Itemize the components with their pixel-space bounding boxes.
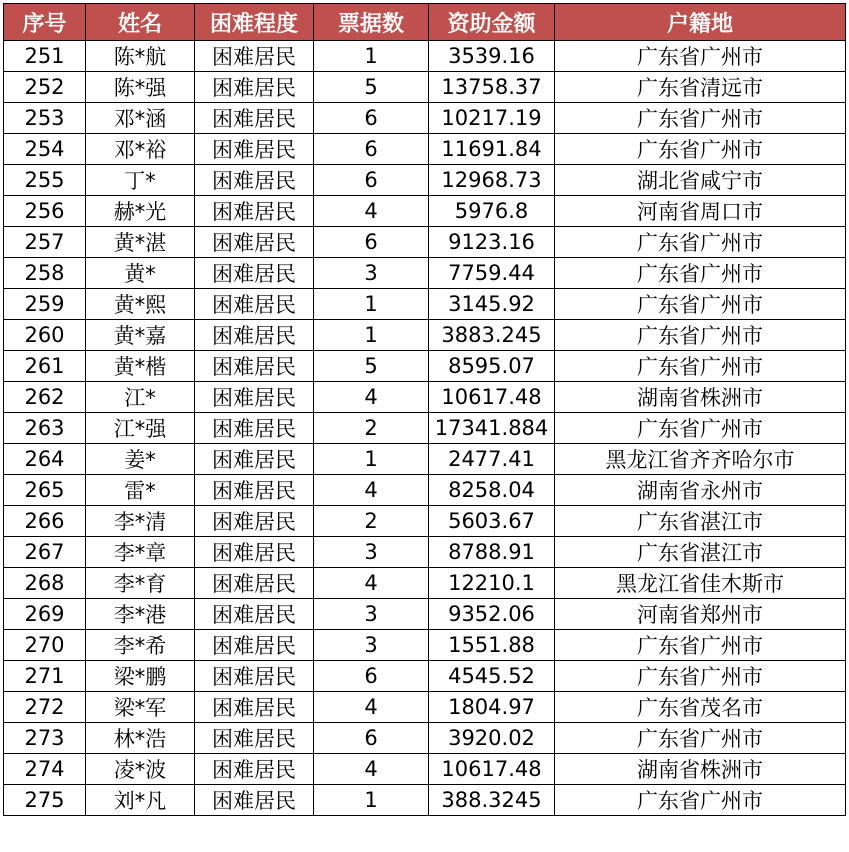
table-row (4, 165, 846, 196)
cell-subsidy-amount: 10617.48 (429, 382, 555, 413)
cell-serial-number: 257 (4, 227, 86, 258)
cell-name: 黄*熙 (86, 289, 195, 320)
cell-hardship-level: 困难居民 (195, 382, 314, 413)
cell-serial-number: 270 (4, 630, 86, 661)
cell-household-registration: 广东省湛江市 (555, 506, 846, 537)
cell-household-registration: 黑龙江省齐齐哈尔市 (555, 444, 846, 475)
cell-serial-number: 259 (4, 289, 86, 320)
cell-name: 李*港 (86, 599, 195, 630)
table-row (4, 103, 846, 134)
cell-hardship-level: 困难居民 (195, 568, 314, 599)
cell-subsidy-amount: 9352.06 (429, 599, 555, 630)
subsidy-table (3, 3, 846, 816)
cell-serial-number: 260 (4, 320, 86, 351)
cell-household-registration: 广东省广州市 (555, 289, 846, 320)
cell-serial-number: 272 (4, 692, 86, 723)
cell-serial-number: 251 (4, 41, 86, 72)
cell-serial-number: 255 (4, 165, 86, 196)
table-row (4, 599, 846, 630)
cell-hardship-level: 困难居民 (195, 444, 314, 475)
cell-household-registration: 广东省广州市 (555, 258, 846, 289)
cell-subsidy-amount: 11691.84 (429, 134, 555, 165)
cell-name: 林*浩 (86, 723, 195, 754)
cell-receipt-count: 1 (314, 289, 429, 320)
cell-hardship-level: 困难居民 (195, 320, 314, 351)
table-row (4, 134, 846, 165)
cell-household-registration: 湖北省咸宁市 (555, 165, 846, 196)
cell-household-registration: 广东省广州市 (555, 785, 846, 816)
table-row (4, 723, 846, 754)
cell-subsidy-amount: 1551.88 (429, 630, 555, 661)
cell-subsidy-amount: 3145.92 (429, 289, 555, 320)
cell-household-registration: 广东省广州市 (555, 320, 846, 351)
cell-serial-number: 261 (4, 351, 86, 382)
cell-receipt-count: 4 (314, 692, 429, 723)
cell-receipt-count: 4 (314, 382, 429, 413)
cell-name: 赫*光 (86, 196, 195, 227)
cell-serial-number: 265 (4, 475, 86, 506)
cell-household-registration: 广东省湛江市 (555, 537, 846, 568)
cell-subsidy-amount: 2477.41 (429, 444, 555, 475)
cell-name: 黄* (86, 258, 195, 289)
cell-receipt-count: 5 (314, 351, 429, 382)
cell-household-registration: 广东省广州市 (555, 351, 846, 382)
cell-name: 江*强 (86, 413, 195, 444)
cell-name: 邓*裕 (86, 134, 195, 165)
cell-serial-number: 269 (4, 599, 86, 630)
column-header-receipt-count: 票据数 (314, 4, 429, 41)
table-row (4, 568, 846, 599)
cell-hardship-level: 困难居民 (195, 289, 314, 320)
cell-household-registration: 河南省周口市 (555, 196, 846, 227)
table-row (4, 320, 846, 351)
cell-household-registration: 广东省广州市 (555, 723, 846, 754)
cell-household-registration: 广东省广州市 (555, 41, 846, 72)
cell-subsidy-amount: 8258.04 (429, 475, 555, 506)
cell-receipt-count: 5 (314, 72, 429, 103)
cell-serial-number: 274 (4, 754, 86, 785)
cell-serial-number: 263 (4, 413, 86, 444)
cell-receipt-count: 6 (314, 227, 429, 258)
cell-receipt-count: 6 (314, 165, 429, 196)
cell-hardship-level: 困难居民 (195, 413, 314, 444)
cell-subsidy-amount: 5976.8 (429, 196, 555, 227)
cell-serial-number: 271 (4, 661, 86, 692)
cell-household-registration: 广东省广州市 (555, 630, 846, 661)
column-header-name: 姓名 (86, 4, 195, 41)
cell-subsidy-amount: 388.3245 (429, 785, 555, 816)
cell-hardship-level: 困难居民 (195, 134, 314, 165)
cell-receipt-count: 2 (314, 413, 429, 444)
cell-name: 黄*楷 (86, 351, 195, 382)
cell-serial-number: 267 (4, 537, 86, 568)
table-body (4, 41, 846, 816)
cell-household-registration: 湖南省株洲市 (555, 754, 846, 785)
cell-household-registration: 广东省广州市 (555, 134, 846, 165)
table-row (4, 661, 846, 692)
cell-subsidy-amount: 5603.67 (429, 506, 555, 537)
table-row (4, 351, 846, 382)
cell-name: 邓*涵 (86, 103, 195, 134)
cell-subsidy-amount: 10217.19 (429, 103, 555, 134)
table-row (4, 444, 846, 475)
cell-hardship-level: 困难居民 (195, 723, 314, 754)
cell-household-registration: 湖南省株洲市 (555, 382, 846, 413)
cell-name: 陈*航 (86, 41, 195, 72)
table-row (4, 506, 846, 537)
table-row (4, 413, 846, 444)
cell-receipt-count: 3 (314, 537, 429, 568)
cell-household-registration: 广东省广州市 (555, 413, 846, 444)
cell-serial-number: 264 (4, 444, 86, 475)
cell-name: 梁*鹏 (86, 661, 195, 692)
cell-name: 黄*嘉 (86, 320, 195, 351)
table-row (4, 227, 846, 258)
cell-name: 雷* (86, 475, 195, 506)
cell-subsidy-amount: 17341.884 (429, 413, 555, 444)
cell-household-registration: 河南省郑州市 (555, 599, 846, 630)
cell-household-registration: 湖南省永州市 (555, 475, 846, 506)
cell-receipt-count: 1 (314, 785, 429, 816)
cell-name: 李*希 (86, 630, 195, 661)
cell-name: 李*清 (86, 506, 195, 537)
table-row (4, 258, 846, 289)
cell-household-registration: 广东省广州市 (555, 103, 846, 134)
table-row (4, 382, 846, 413)
cell-serial-number: 273 (4, 723, 86, 754)
cell-name: 凌*波 (86, 754, 195, 785)
cell-subsidy-amount: 3883.245 (429, 320, 555, 351)
cell-hardship-level: 困难居民 (195, 599, 314, 630)
cell-subsidy-amount: 3539.16 (429, 41, 555, 72)
column-header-serial-number: 序号 (4, 4, 86, 41)
cell-subsidy-amount: 12968.73 (429, 165, 555, 196)
cell-household-registration: 广东省清远市 (555, 72, 846, 103)
cell-name: 李*育 (86, 568, 195, 599)
table-row (4, 537, 846, 568)
cell-receipt-count: 3 (314, 599, 429, 630)
cell-hardship-level: 困难居民 (195, 72, 314, 103)
cell-receipt-count: 4 (314, 754, 429, 785)
table-row (4, 692, 846, 723)
cell-receipt-count: 6 (314, 103, 429, 134)
cell-subsidy-amount: 12210.1 (429, 568, 555, 599)
cell-hardship-level: 困难居民 (195, 258, 314, 289)
cell-name: 丁* (86, 165, 195, 196)
cell-hardship-level: 困难居民 (195, 661, 314, 692)
cell-name: 陈*强 (86, 72, 195, 103)
cell-hardship-level: 困难居民 (195, 506, 314, 537)
cell-serial-number: 275 (4, 785, 86, 816)
cell-household-registration: 黑龙江省佳木斯市 (555, 568, 846, 599)
cell-household-registration: 广东省茂名市 (555, 692, 846, 723)
cell-subsidy-amount: 8595.07 (429, 351, 555, 382)
cell-serial-number: 256 (4, 196, 86, 227)
cell-receipt-count: 4 (314, 475, 429, 506)
cell-serial-number: 262 (4, 382, 86, 413)
cell-subsidy-amount: 7759.44 (429, 258, 555, 289)
column-header-household-registration: 户籍地 (555, 4, 846, 41)
cell-receipt-count: 1 (314, 320, 429, 351)
cell-hardship-level: 困难居民 (195, 196, 314, 227)
cell-receipt-count: 4 (314, 196, 429, 227)
cell-subsidy-amount: 9123.16 (429, 227, 555, 258)
cell-name: 江* (86, 382, 195, 413)
cell-subsidy-amount: 4545.52 (429, 661, 555, 692)
cell-receipt-count: 3 (314, 258, 429, 289)
table-row (4, 41, 846, 72)
cell-subsidy-amount: 8788.91 (429, 537, 555, 568)
cell-receipt-count: 3 (314, 630, 429, 661)
cell-name: 李*章 (86, 537, 195, 568)
cell-subsidy-amount: 10617.48 (429, 754, 555, 785)
table-row (4, 630, 846, 661)
cell-receipt-count: 1 (314, 41, 429, 72)
table-row (4, 72, 846, 103)
cell-serial-number: 266 (4, 506, 86, 537)
cell-name: 刘*凡 (86, 785, 195, 816)
column-header-hardship-level: 困难程度 (195, 4, 314, 41)
cell-household-registration: 广东省广州市 (555, 661, 846, 692)
cell-hardship-level: 困难居民 (195, 165, 314, 196)
table-row (4, 289, 846, 320)
cell-name: 姜* (86, 444, 195, 475)
cell-serial-number: 254 (4, 134, 86, 165)
cell-receipt-count: 2 (314, 506, 429, 537)
table-row (4, 754, 846, 785)
cell-receipt-count: 4 (314, 568, 429, 599)
cell-hardship-level: 困难居民 (195, 103, 314, 134)
table-row (4, 475, 846, 506)
cell-subsidy-amount: 3920.02 (429, 723, 555, 754)
cell-serial-number: 258 (4, 258, 86, 289)
cell-receipt-count: 6 (314, 134, 429, 165)
cell-hardship-level: 困难居民 (195, 41, 314, 72)
cell-hardship-level: 困难居民 (195, 692, 314, 723)
cell-name: 黄*湛 (86, 227, 195, 258)
cell-serial-number: 253 (4, 103, 86, 134)
cell-hardship-level: 困难居民 (195, 537, 314, 568)
cell-hardship-level: 困难居民 (195, 475, 314, 506)
cell-hardship-level: 困难居民 (195, 227, 314, 258)
cell-receipt-count: 6 (314, 661, 429, 692)
cell-receipt-count: 6 (314, 723, 429, 754)
cell-hardship-level: 困难居民 (195, 630, 314, 661)
column-header-subsidy-amount: 资助金额 (429, 4, 555, 41)
cell-subsidy-amount: 1804.97 (429, 692, 555, 723)
header-row (4, 4, 846, 41)
cell-household-registration: 广东省广州市 (555, 227, 846, 258)
table-header (4, 4, 846, 41)
cell-hardship-level: 困难居民 (195, 351, 314, 382)
cell-name: 梁*军 (86, 692, 195, 723)
cell-subsidy-amount: 13758.37 (429, 72, 555, 103)
cell-serial-number: 268 (4, 568, 86, 599)
cell-receipt-count: 1 (314, 444, 429, 475)
table-row (4, 785, 846, 816)
cell-hardship-level: 困难居民 (195, 754, 314, 785)
cell-hardship-level: 困难居民 (195, 785, 314, 816)
cell-serial-number: 252 (4, 72, 86, 103)
table-row (4, 196, 846, 227)
